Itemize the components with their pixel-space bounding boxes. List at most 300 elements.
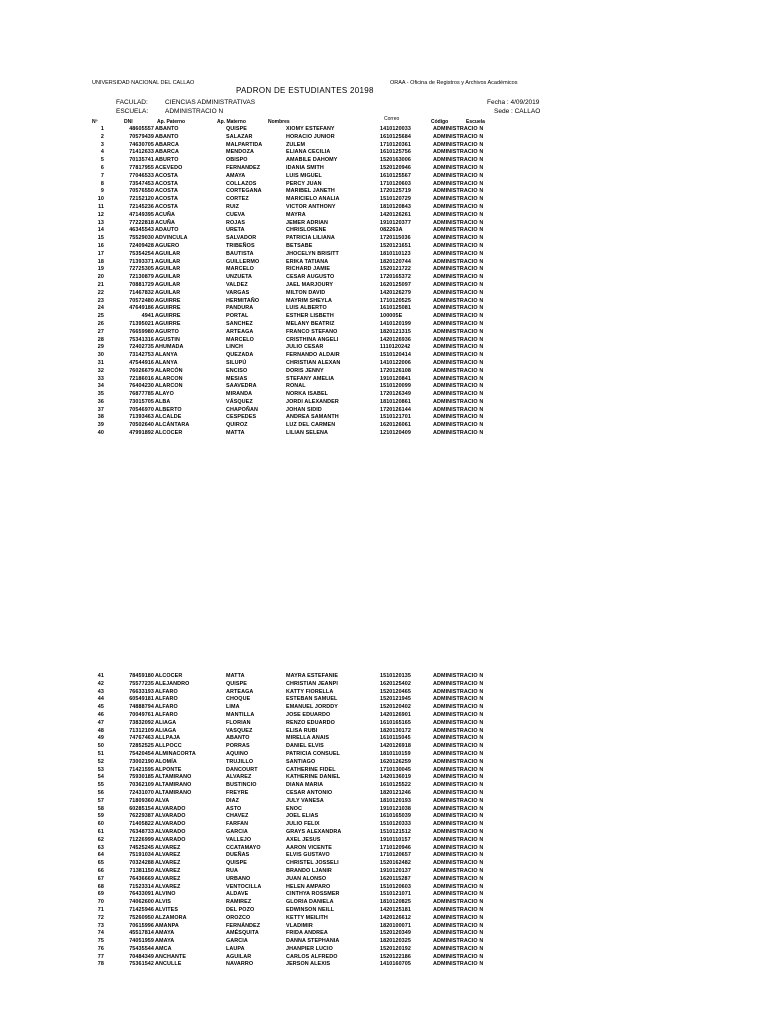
dni: 71381150 xyxy=(129,867,154,874)
codigo: 1610125522 xyxy=(380,782,411,789)
row-number: 1 xyxy=(100,126,104,132)
dni: 74062600 xyxy=(129,899,154,906)
row-number: 8 xyxy=(100,180,104,187)
escuela: ADMINISTRACIO N xyxy=(433,414,484,421)
row-number: 17 xyxy=(97,250,104,257)
escuela: ADMINISTRACIO N xyxy=(433,789,484,796)
nombres: DIANA MARIA xyxy=(286,782,324,789)
dni: 71393371 xyxy=(129,258,154,265)
row-number: 9 xyxy=(100,188,104,195)
ap-paterno: ACOSTA xyxy=(155,203,178,210)
codigo: 1810120193 xyxy=(380,797,411,804)
dni: 75341316 xyxy=(129,336,154,343)
dni: 76026679 xyxy=(129,367,154,374)
codigo: 1620126061 xyxy=(380,422,411,429)
row-number: 52 xyxy=(97,758,104,765)
row-number: 54 xyxy=(97,774,104,781)
nombres: STEFANY AMELIA xyxy=(286,375,335,382)
codigo: 1510121071 xyxy=(380,891,411,898)
escuela: ADMINISTRACIO N xyxy=(433,673,484,679)
nombres: KETTY MEILITH xyxy=(286,914,328,921)
row-number: 4 xyxy=(100,149,104,156)
codigo: 1620125097 xyxy=(380,281,411,288)
ap-paterno: ALVAREZ xyxy=(155,883,181,890)
escuela: ADMINISTRACIO N xyxy=(433,938,484,945)
dni: 70484349 xyxy=(129,953,154,960)
ap-materno: SILUPÚ xyxy=(226,359,247,366)
codigo: 1610125567 xyxy=(380,172,411,179)
ap-materno: MARCELO xyxy=(226,336,254,343)
escuela: ADMINISTRACIO N xyxy=(433,344,484,351)
ap-materno: RUIZ xyxy=(226,203,239,210)
col-correo: Correo xyxy=(384,116,400,122)
row-number: 16 xyxy=(97,242,104,249)
ap-paterno: ALANYA xyxy=(155,359,178,366)
escuela: ADMINISTRACIO N xyxy=(433,126,484,132)
nombres: RENZO EDUARDO xyxy=(286,719,335,726)
dni: 71226999 xyxy=(129,836,154,843)
ap-materno: VARGAS xyxy=(226,289,250,296)
ap-materno: MARCELO xyxy=(226,266,254,273)
ap-materno: COLLAZOS xyxy=(226,180,257,187)
nombres: JHANPIER LUCIO xyxy=(286,945,333,952)
ap-paterno: ACOSTA xyxy=(155,172,178,179)
codigo: 1910121038 xyxy=(380,805,411,812)
nombres: JOSE EDUARDO xyxy=(286,711,331,718)
nombres: MIRELLA ANAIS xyxy=(286,735,330,742)
row-number: 11 xyxy=(98,203,104,210)
row-number: 55 xyxy=(97,782,104,789)
ap-materno: MESIAS xyxy=(226,375,248,382)
dni: 70362109 xyxy=(129,782,154,789)
escuela: ADMINISTRACIO N xyxy=(433,828,484,835)
ap-materno: GARCIA xyxy=(226,828,248,835)
ap-materno: FREYRE xyxy=(226,789,249,796)
escuela: ADMINISTRACIO N xyxy=(433,305,484,312)
escuela: ADMINISTRACIO N xyxy=(433,352,484,359)
dni: 77222818 xyxy=(129,219,154,226)
row-number: 25 xyxy=(97,313,104,320)
escuela: ADMINISTRACIO N xyxy=(433,391,484,398)
dni: 74525245 xyxy=(129,844,154,851)
ap-paterno: ABARCA xyxy=(155,149,179,156)
row-number: 33 xyxy=(97,375,104,382)
nombres: CHRISTIAN JEANPI xyxy=(286,680,338,687)
row-number: 10 xyxy=(97,196,104,203)
escuela: ADMINISTRACIO N xyxy=(433,899,484,906)
nombres: ANDREA SAMANTH xyxy=(286,414,339,421)
nombres: JHOCELYN BRISITT xyxy=(286,250,339,257)
row-number: 38 xyxy=(97,414,104,421)
ap-paterno: ALARCÓN xyxy=(155,367,183,374)
faculty-value: CIENCIAS ADMINISTRATIVAS xyxy=(165,99,256,106)
escuela: ADMINISTRACIO N xyxy=(433,961,484,968)
ap-materno: DIAZ xyxy=(226,797,239,804)
ap-paterno: ALOMÍA xyxy=(155,758,177,765)
ap-paterno: AMAYA xyxy=(155,938,175,945)
escuela: ADMINISTRACIO N xyxy=(433,188,484,195)
row-number: 64 xyxy=(97,852,104,859)
row-number: 73 xyxy=(97,922,104,929)
escuela: ADMINISTRACIO N xyxy=(433,891,484,898)
nombres: JEMER ADRIAN xyxy=(286,219,329,226)
row-number: 68 xyxy=(97,883,104,890)
dni: 47149395 xyxy=(129,211,154,218)
ap-paterno: ALVINO xyxy=(155,891,176,898)
codigo: 1610115045 xyxy=(380,735,411,742)
escuela: ADMINISTRACIO N xyxy=(433,203,484,210)
ap-materno: VALDEZ xyxy=(226,281,248,288)
codigo: 1420126901 xyxy=(380,711,411,718)
row-number: 40 xyxy=(97,430,104,437)
codigo: 1620125402 xyxy=(380,680,411,687)
nombres: RONAL xyxy=(286,383,306,390)
ap-materno: QUIROZ xyxy=(226,422,248,429)
escuela: ADMINISTRACIO N xyxy=(433,821,484,828)
ap-materno: ENCISO xyxy=(226,367,248,374)
ap-paterno: ALLPAJA xyxy=(155,735,181,742)
row-number: 20 xyxy=(97,274,104,281)
nombres: PERCY JUAN xyxy=(286,180,322,187)
nombres: ZULEM xyxy=(286,141,306,148)
ap-materno: HERMITAÑO xyxy=(226,297,260,304)
codigo: 1510120414 xyxy=(380,352,411,359)
row-number: 43 xyxy=(97,688,104,695)
col-codigo: Código xyxy=(431,119,449,125)
codigo: 1810110159 xyxy=(380,750,411,757)
escuela: ADMINISTRACIO N xyxy=(433,141,484,148)
ap-paterno: ADVINCULA xyxy=(155,235,188,242)
report-date: Fecha : 4/09/2019 xyxy=(487,99,540,106)
codigo: 1520122186 xyxy=(380,953,411,960)
col-ap-paterno: Ap. Paterno xyxy=(157,119,186,125)
ap-paterno: AGUILAR xyxy=(155,289,181,296)
codigo: 1420126918 xyxy=(380,743,411,750)
escuela: ADMINISTRACIO N xyxy=(433,180,484,187)
ap-paterno: ALTAMIRANO xyxy=(155,782,192,789)
codigo: 1520121722 xyxy=(380,266,411,273)
nombres: GRAYS ALEXANDRA xyxy=(286,828,342,835)
codigo: 1620115287 xyxy=(380,875,411,882)
dni: 77046533 xyxy=(129,172,154,179)
row-number: 27 xyxy=(97,328,104,335)
dni: 71393463 xyxy=(129,414,154,421)
nombres: CARLOS ALFREDO xyxy=(286,953,338,960)
ap-materno: SAAVEDRA xyxy=(226,383,257,390)
nombres: FERNANDO ALDAIR xyxy=(286,352,340,359)
ap-materno: SALVADOR xyxy=(226,235,257,242)
escuela: ADMINISTRACIO N xyxy=(433,883,484,890)
codigo: 1520162482 xyxy=(380,860,411,867)
row-number: 23 xyxy=(97,297,104,304)
ap-materno: DUEÑAS xyxy=(226,852,250,859)
ap-paterno: ALARCON xyxy=(155,375,183,382)
ap-paterno: ACUÑA xyxy=(155,211,175,218)
ap-materno: RUA xyxy=(226,867,238,874)
escuela: ADMINISTRACIO N xyxy=(433,258,484,265)
nombres: ELVIS GUSTAVO xyxy=(286,852,330,859)
codigo: 1810120861 xyxy=(380,398,411,405)
codigo: 1720165372 xyxy=(380,274,411,281)
escuela: ADMINISTRACIO N xyxy=(433,336,484,343)
dni: 75577235 xyxy=(129,680,154,687)
escuela: ADMINISTRACIO N xyxy=(433,688,484,695)
codigo: 082263A xyxy=(380,227,403,234)
row-number: 34 xyxy=(97,383,104,390)
dni: 74888794 xyxy=(129,704,154,711)
dni: 75354254 xyxy=(129,250,154,257)
row-number: 69 xyxy=(97,891,104,898)
escuela: ADMINISTRACIO N xyxy=(433,320,484,327)
escuela: ADMINISTRACIO N xyxy=(433,149,484,156)
escuela: ADMINISTRACIO N xyxy=(433,328,484,335)
escuela: ADMINISTRACIO N xyxy=(433,945,484,952)
ap-materno: NAVARRO xyxy=(226,961,254,968)
dni: 45517814 xyxy=(129,930,154,937)
ap-materno: MANTILLA xyxy=(226,711,255,718)
ap-materno: OROZCO xyxy=(226,914,251,921)
ap-materno: ROJAS xyxy=(226,219,246,226)
escuela: ADMINISTRACIO N xyxy=(433,797,484,804)
dni: 75420454 xyxy=(129,750,154,757)
ap-materno: QUISPE xyxy=(226,126,247,132)
nombres: JOHAN SIDID xyxy=(286,406,322,413)
ap-materno: CCATAMAYO xyxy=(226,844,261,851)
escuela: ADMINISTRACIO N xyxy=(433,875,484,882)
ap-materno: AMÉSQUITA xyxy=(226,930,259,937)
row-number: 41 xyxy=(97,673,104,679)
dni: 46345543 xyxy=(129,227,154,234)
ap-paterno: ALBERTO xyxy=(155,406,182,413)
nombres: MARICIELO ANALIA xyxy=(286,196,340,203)
nombres: JERSON ALEXIS xyxy=(286,961,331,968)
nombres: CHRISTIAN ALEXAN xyxy=(286,359,341,366)
ap-materno: VASQUEZ xyxy=(226,727,253,734)
row-number: 74 xyxy=(97,930,104,937)
dni: 75435544 xyxy=(129,945,154,952)
dni: 71405822 xyxy=(129,821,154,828)
ap-materno: MATTA xyxy=(226,673,245,679)
escuela: ADMINISTRACIO N xyxy=(433,281,484,288)
ap-paterno: AMANPA xyxy=(155,922,179,929)
ap-materno: AQUINO xyxy=(226,750,249,757)
ap-materno: SALAZAR xyxy=(226,133,253,140)
nombres: ESTEBAN SAMUEL xyxy=(286,696,338,703)
codigo: 1410120199 xyxy=(380,320,411,327)
ap-materno: FERNANDEZ xyxy=(226,164,261,171)
dni: 71809360 xyxy=(129,797,154,804)
row-number: 50 xyxy=(97,743,104,750)
dni: 4941 xyxy=(141,313,154,320)
escuela: ADMINISTRACIO N xyxy=(433,727,484,734)
escuela: ADMINISTRACIO N xyxy=(433,852,484,859)
codigo: 1810120825 xyxy=(380,899,411,906)
dni: 75529030 xyxy=(129,235,154,242)
nombres: PATRICIA CONSUEL xyxy=(286,750,340,757)
row-number: 32 xyxy=(97,367,104,374)
dni: 70576550 xyxy=(129,188,154,195)
codigo: 1820100071 xyxy=(380,922,411,929)
ap-materno: ARTEAGA xyxy=(226,328,254,335)
nombres: VLADIMIR xyxy=(286,922,313,929)
ap-materno: ALVAREZ xyxy=(226,774,252,781)
nombres: MAYRA xyxy=(286,211,306,218)
escuela: ADMINISTRACIO N xyxy=(433,953,484,960)
codigo: 1710120657 xyxy=(380,852,411,859)
nombres: DORIS JENNY xyxy=(286,367,324,374)
nombres: LUZ DEL CARMEN xyxy=(286,422,336,429)
ap-materno: UNZUETA xyxy=(226,274,253,281)
escuela: ADMINISTRACIO N xyxy=(433,157,484,164)
dni: 75930185 xyxy=(129,774,154,781)
escuela: ADMINISTRACIO N xyxy=(433,172,484,179)
codigo: 1710130045 xyxy=(380,766,411,773)
codigo: 1510120333 xyxy=(380,821,411,828)
dni: 72186016 xyxy=(129,375,154,382)
escuela: ADMINISTRACIO N xyxy=(433,680,484,687)
row-number: 70 xyxy=(97,899,104,906)
ap-paterno: ALBA xyxy=(155,398,171,405)
ap-paterno: ALVAREZ xyxy=(155,875,181,882)
dni: 73832092 xyxy=(129,719,154,726)
row-number: 31 xyxy=(97,359,104,366)
dni: 73142753 xyxy=(129,352,154,359)
nombres: JOEL ELIAS xyxy=(286,813,319,820)
escuela: ADMINISTRACIO N xyxy=(433,922,484,929)
dni: 76348733 xyxy=(129,828,154,835)
nombres: CINTHYA ROSSMER xyxy=(286,891,340,898)
ap-materno: SANCHEZ xyxy=(226,320,253,327)
nombres: AMABILE DAHOMY xyxy=(286,157,338,164)
escuela: ADMINISTRACIO N xyxy=(433,274,484,281)
escuela: ADMINISTRACIO N xyxy=(433,289,484,296)
dni: 71467832 xyxy=(129,289,154,296)
ap-paterno: ABANTO xyxy=(155,126,179,132)
ap-paterno: ALIAGA xyxy=(155,719,177,726)
row-number: 58 xyxy=(97,805,104,812)
codigo: 1520120349 xyxy=(380,930,411,937)
escuela: ADMINISTRACIO N xyxy=(433,422,484,429)
col-dni: DNI xyxy=(124,119,133,125)
codigo: 1810120843 xyxy=(380,203,411,210)
dni: 70572480 xyxy=(129,297,154,304)
ap-paterno: ALVAREZ xyxy=(155,844,181,851)
nombres: VICTOR ANTHONY xyxy=(286,203,336,210)
escuela: ADMINISTRACIO N xyxy=(433,430,484,437)
escuela: ADMINISTRACIO N xyxy=(433,867,484,874)
codigo: 1510120135 xyxy=(380,673,411,679)
nombres: AARON VICENTE xyxy=(286,844,332,851)
dni: 70579439 xyxy=(129,133,154,140)
ap-paterno: ALCOCER xyxy=(155,430,183,437)
nombres: JULY VANESA xyxy=(286,797,324,804)
row-number: 67 xyxy=(97,875,104,882)
nombres: IDANIA SMITH xyxy=(286,164,324,171)
escuela: ADMINISTRACIO N xyxy=(433,813,484,820)
ap-paterno: ALAYO xyxy=(155,391,174,398)
ap-paterno: ALVARADO xyxy=(155,828,186,835)
ap-paterno: ANCULLE xyxy=(155,961,182,968)
dni: 72130879 xyxy=(129,274,154,281)
ap-paterno: ALTAMIRANO xyxy=(155,774,192,781)
ap-materno: CUEVA xyxy=(226,211,245,218)
escuela: ADMINISTRACIO N xyxy=(433,774,484,781)
dni: 76633193 xyxy=(129,688,154,695)
ap-materno: PANDURA xyxy=(226,305,254,312)
ap-materno: QUISPE xyxy=(226,860,247,867)
escuela: ADMINISTRACIO N xyxy=(433,743,484,750)
codigo: 1710120946 xyxy=(380,844,411,851)
nombres: MARIBEL JANETH xyxy=(286,188,335,195)
codigo: 1910120377 xyxy=(380,219,411,226)
dni: 72145236 xyxy=(129,203,154,210)
escuela: ADMINISTRACIO N xyxy=(433,836,484,843)
nombres: MILTON DAVID xyxy=(286,289,326,296)
row-number: 37 xyxy=(97,406,104,413)
codigo: 1520120192 xyxy=(380,945,411,952)
escuela: ADMINISTRACIO N xyxy=(433,297,484,304)
dni: 72725305 xyxy=(129,266,154,273)
nombres: CATHERINE FIDEL xyxy=(286,766,336,773)
ap-paterno: ANCHANTE xyxy=(155,953,187,960)
ap-materno: DEL POZO xyxy=(226,906,255,913)
ap-materno: RAMIREZ xyxy=(226,899,252,906)
codigo: 1610165165 xyxy=(380,719,411,726)
escuela: ADMINISTRACIO N xyxy=(433,398,484,405)
ap-paterno: AGURTO xyxy=(155,328,179,335)
codigo: 1410120033 xyxy=(380,126,411,132)
ap-paterno: AMAYA xyxy=(155,930,175,937)
codigo: 1610125756 xyxy=(380,149,411,156)
ap-paterno: ABARCA xyxy=(155,141,179,148)
university-name: UNIVERSIDAD NACIONAL DEL CALLAO xyxy=(92,80,195,86)
ap-materno: VENTOCILLA xyxy=(226,883,262,890)
codigo: 1520120946 xyxy=(380,164,411,171)
ap-paterno: ALFARO xyxy=(155,688,178,695)
row-number: 45 xyxy=(97,704,104,711)
row-number: 48 xyxy=(97,727,104,734)
codigo: 1520121651 xyxy=(380,242,411,249)
escuela: ADMINISTRACIO N xyxy=(433,313,484,320)
codigo: 1610125081 xyxy=(380,305,411,312)
ap-paterno: ALPONTE xyxy=(155,766,182,773)
codigo: 1910110157 xyxy=(380,836,411,843)
row-number: 28 xyxy=(97,336,104,343)
dni: 47544916 xyxy=(129,359,154,366)
escuela: ADMINISTRACIO N xyxy=(433,844,484,851)
codigo: 1420125181 xyxy=(380,906,411,913)
codigo: 1720126349 xyxy=(380,391,411,398)
dni: 76229387 xyxy=(129,813,154,820)
escuela: ADMINISTRACIO N xyxy=(433,696,484,703)
row-number: 56 xyxy=(97,789,104,796)
ap-materno: PORTAL xyxy=(226,313,249,320)
row-number: 51 xyxy=(97,750,104,757)
codigo: 1210120409 xyxy=(380,430,411,437)
codigo: 1720126108 xyxy=(380,367,411,374)
escuela: ADMINISTRACIO N xyxy=(433,375,484,382)
codigo: 1510121701 xyxy=(380,414,411,421)
ap-paterno: ALEJANDRO xyxy=(155,680,190,687)
escuela: ADMINISTRACIO N xyxy=(433,266,484,273)
escuela: ADMINISTRACIO N xyxy=(433,211,484,218)
escuela: ADMINISTRACIO N xyxy=(433,704,484,711)
dni: 71425946 xyxy=(129,906,154,913)
dni: 73547453 xyxy=(129,180,154,187)
dni: 74630705 xyxy=(129,141,154,148)
codigo: 1510120099 xyxy=(380,383,411,390)
escuela: ADMINISTRACIO N xyxy=(433,930,484,937)
